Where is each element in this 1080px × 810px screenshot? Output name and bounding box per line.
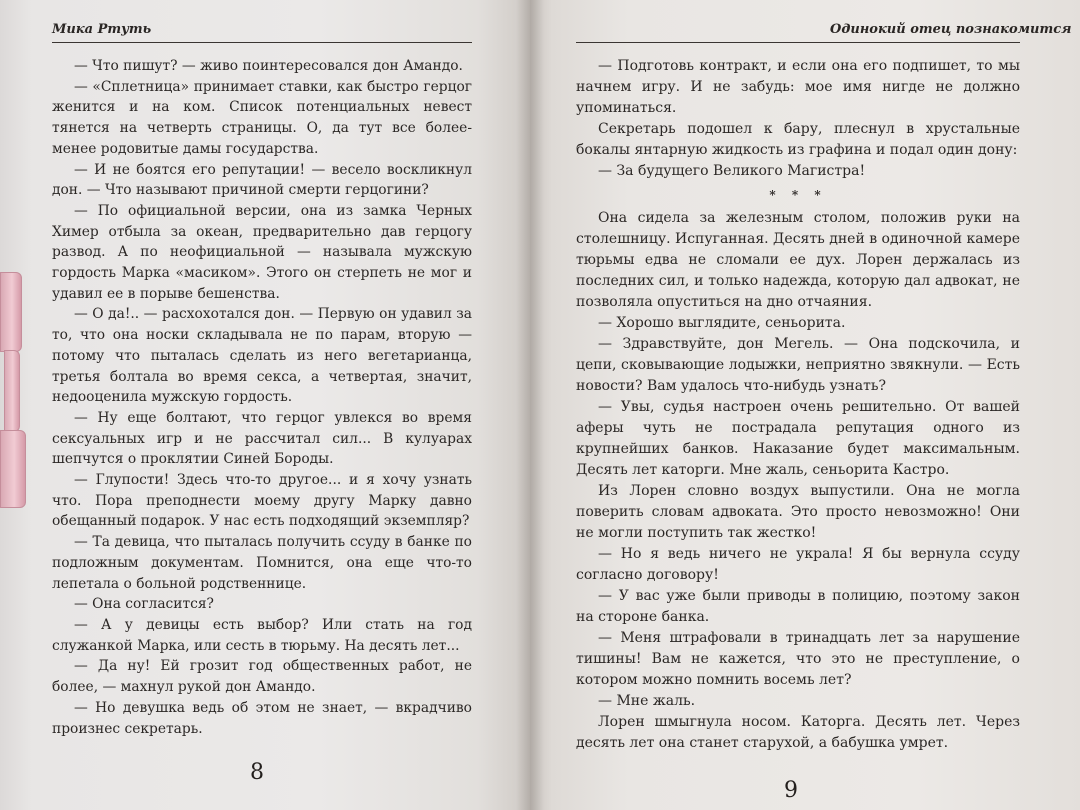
paragraph: Из Лорен словно воздух выпустили. Она не могла поверить словам адвоката. Это просто невозможно! Они не могли поступить так жестко! bbox=[576, 483, 1020, 541]
clip-middle bbox=[4, 350, 20, 432]
paragraph: — Хорошо выглядите, сеньорита. bbox=[598, 315, 846, 331]
paragraph: — Мне жаль. bbox=[598, 693, 696, 709]
clip-lower bbox=[0, 430, 26, 508]
left-body-text bbox=[52, 56, 472, 739]
paragraph: — У вас уже были приводы в полицию, поэтому закон на стороне банка. bbox=[576, 588, 1020, 625]
paragraph: Она сидела за железным столом, положив руки на столешницу. Испуганная. Десять дней в одиночной камере тюрьмы едва не сломали ее дух. Лорен держалась из последних сил, и только надежда, которую дал адвокат, не позволяла опуститься на дно отчаяния. bbox=[576, 210, 1021, 310]
paragraph: — Она согласится? bbox=[74, 596, 214, 613]
paragraph: — Ну еще болтают, что герцог увлекся во время сексуальных игр и не рассчитал сил... В кулуарах шепчутся о проклятии Синей Бороды. bbox=[52, 409, 472, 468]
left-page bbox=[0, 0, 530, 810]
paragraph: — Увы, судья настроен очень решительно. От вашей аферы чуть не пострадала репутация одного из крупнейших банков. Наказание будет максимальным. Десять лет каторги. Мне жаль, сеньорита Кастро. bbox=[576, 399, 1020, 478]
page-clip bbox=[0, 272, 30, 508]
paragraph: — Глупости! Здесь что-то другое... и я хочу узнать что. Пора преподнести моему другу Марку давно обещанный подарок. У нас есть подходящий экземпляр? bbox=[52, 472, 472, 530]
left-header-rule bbox=[52, 42, 472, 43]
paragraph: — Да ну! Ей грозит год общественных работ, не более, — махнул рукой дон Амандо. bbox=[52, 658, 472, 696]
paragraph: — За будущего Великого Магистра! bbox=[598, 163, 866, 179]
clip-upper bbox=[0, 272, 22, 352]
paragraph: — «Сплетница» принимает ставки, как быстро герцог женится и на ком. Список потенциальных невест тянется на четверть страницы. О, да тут все более-менее родовитые дамы государства. bbox=[52, 78, 472, 157]
paragraph: — Подготовь контракт, и если она его подпишет, то мы начнем игру. И не забудь: мое имя нигде не должно упоминаться. bbox=[576, 58, 1020, 116]
paragraph: Лорен шмыгнула носом. Каторга. Десять лет. Через десять лет она станет старухой, а бабушка умрет. bbox=[576, 714, 1020, 751]
paragraph: — А у девицы есть выбор? Или стать на год служанкой Марка, или сесть в тюрьму. На десять лет... bbox=[52, 616, 472, 654]
paragraph: — И не боятся его репутации! — весело воскликнул дон. — Что называют причиной смерти герцогини? bbox=[52, 161, 472, 199]
paragraph: — По официальной версии, она из замка Черных Химер отбыла за океан, предварительно дав герцогу развод. А по неофициальной — называла мужскую гордость Марка «масиком». Этого он стерпеть не мог и удавил ее в порыве бешенства. bbox=[52, 202, 472, 302]
paragraph: Секретарь подошел к бару, плеснул в хрустальные бокалы янтарную жидкость из графина и подал один дону: bbox=[576, 121, 1020, 158]
paragraph: — Здравствуйте, дон Мегель. — Она подскочила, и цепи, сковывающие лодыжки, неприятно звякнули. — Есть новости? Вам удалось что-нибудь узнать? bbox=[576, 336, 1020, 394]
paragraph: — Но девушка ведь об этом не знает, — вкрадчиво произнес секретарь. bbox=[52, 699, 472, 737]
paragraph: — Но я ведь ничего не украла! Я бы вернула ссуду согласно договору! bbox=[576, 546, 1020, 583]
paragraph: — Та девица, что пыталась получить ссуду в банке по подложным документам. Помнится, она еще что-то лепетала о больной родственнице. bbox=[52, 534, 472, 592]
book-gutter-shadow bbox=[516, 0, 544, 810]
paragraph: — Что пишут? — живо поинтересовался дон Амандо. bbox=[74, 58, 463, 74]
scene-separator: * * * bbox=[769, 188, 827, 202]
right-running-head: Одинокий отец познакомится bbox=[830, 22, 1072, 37]
paragraph: — О да!.. — расхохотался дон. — Первую он удавил за то, что она носки складывала не по парам, вторую — потому что пыталась сделать из него вегетарианца, третья болтала во время секса, а четвертая, значит, недооценила мужскую гордость. bbox=[52, 306, 472, 406]
paragraph: — Меня штрафовали в тринадцать лет за нарушение тишины! Вам не кажется, что это не преступление, о котором можно помнить восемь лет? bbox=[576, 630, 1020, 688]
left-page-number: 8 bbox=[250, 760, 264, 785]
right-body-text bbox=[576, 56, 1020, 754]
right-header-rule bbox=[576, 42, 1020, 43]
right-page-number: 9 bbox=[784, 778, 798, 803]
left-running-head: Мика Ртуть bbox=[52, 22, 152, 37]
right-page bbox=[530, 0, 1080, 810]
